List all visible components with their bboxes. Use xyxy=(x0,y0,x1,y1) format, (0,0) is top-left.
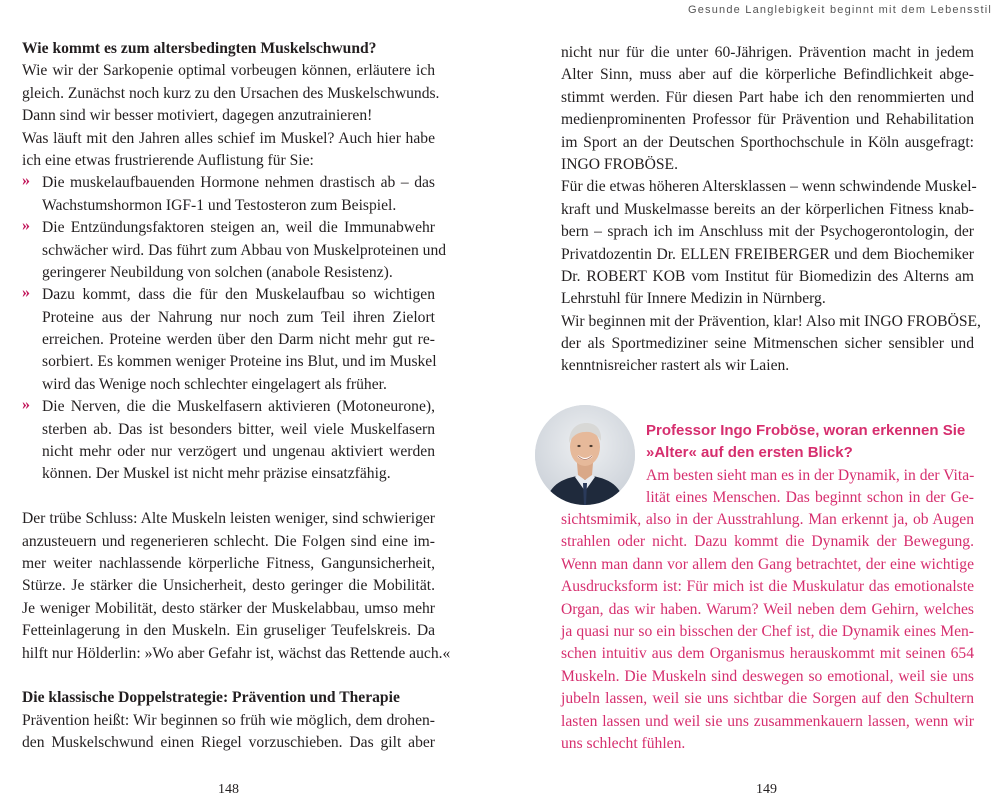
answer-line: schen intuitiv aus dem Organismus herauskommt mit seinen 654 xyxy=(561,645,974,663)
text-line: ich eine etwas frustrierende Auflistung für Sie: xyxy=(22,151,314,169)
text-line: Was läuft mit den Jahren alles schief im Muskel? Auch hier habe xyxy=(22,129,435,147)
text-line: den Muskelschwund einen Riegel vorzuschieben. Das gilt aber xyxy=(22,734,435,752)
portrait-image xyxy=(535,405,635,505)
bullet-mark: » xyxy=(22,284,30,302)
interview-question: Professor Ingo Froböse, woran erkennen Sie xyxy=(646,422,966,439)
section-heading: Die klassische Doppelstrategie: Prävention und Therapie xyxy=(22,689,400,707)
text-line: Die muskelaufbauenden Hormone nehmen drastisch ab – das xyxy=(42,174,435,192)
text-line: Prävention heißt: Wir beginnen so früh wie möglich, dem drohen- xyxy=(22,711,435,729)
text-line: INGO FROBÖSE. xyxy=(561,155,678,173)
text-line: im Sport an der Deutschen Sporthochschule in Köln ausgefragt: xyxy=(561,133,974,151)
text-line: Wir beginnen mit der Prävention, klar! Also mit INGO FROBÖSE, xyxy=(561,312,981,330)
bullet-mark: » xyxy=(22,217,30,235)
running-head: Gesunde Langlebigkeit beginnt mit dem Lebensstil xyxy=(687,4,992,16)
text-line: nicht nur für die unter 60-Jährigen. Prävention macht in jedem xyxy=(561,44,974,61)
text-line: Alter Sinn, muss aber auf die körperliche Befindlichkeit abge- xyxy=(561,66,974,84)
bullet-list xyxy=(22,172,447,485)
text-line: kraft und Muskelmasse bereits an der körperlichen Fitness knab- xyxy=(561,200,974,218)
text-line: Proteine aus der Nahrung nur noch zum Teil ihren Zielort xyxy=(42,308,435,326)
answer-line: sichtsmimik, also in der Ausstrahlung. Man erkennt ja, ob Augen xyxy=(561,511,974,528)
text-line: wird das Wenige noch schlechter eingelagert als früher. xyxy=(42,375,387,393)
text-line: mer weiter nachlassende körperliche Fitness, Gangunsicherheit, xyxy=(22,554,435,572)
interview-answer-block xyxy=(561,509,974,755)
text-line: Lehrstuhl für Innere Medizin in Nürnberg. xyxy=(561,290,826,308)
text-line: Stürze. Je stärker die Unsicherheit, desto geringer die Mobilität. xyxy=(22,577,435,595)
text-line: schwächer wird. Das führt zum Abbau von Muskelproteinen und xyxy=(42,241,447,259)
text-line: gleich. Zunächst noch kurz zu den Ursachen des Muskelschwunds. xyxy=(22,84,440,102)
list-item xyxy=(22,172,435,217)
answer-line: Wenn man dann vor allem den Gang betrachtet, der eine wichtige xyxy=(561,555,974,573)
left-page xyxy=(22,38,451,755)
interview-question-block xyxy=(646,420,974,510)
text-line: Der trübe Schluss: Alte Muskeln leisten weniger, sind schwieriger xyxy=(22,510,435,528)
text-line: Dr. ROBERT KOB vom Institut für Biomedizin des Alterns am xyxy=(561,267,974,285)
text-line: sorbiert. Es kommen weniger Proteine ins Blut, und im Muskel xyxy=(42,353,437,371)
list-item xyxy=(22,396,435,486)
page-number: 149 xyxy=(756,782,777,797)
answer-line: Organ, das wir haben. Warum? Weil neben dem Gehirn, welches xyxy=(561,600,974,618)
strategy-paragraph xyxy=(22,710,435,755)
conclusion-paragraph xyxy=(22,508,451,665)
answer-line: Ausdrucksform ist: Für mich ist die Muskulatur das emotionalste xyxy=(561,578,974,596)
interview-question: »Alter« auf den ersten Blick? xyxy=(646,444,853,462)
section-heading: Wie kommt es zum altersbedingten Muskelschwund? xyxy=(22,40,377,57)
text-line: medienprominenten Professor für Prävention und Rehabilitation xyxy=(561,111,974,129)
text-line: hilft nur Hölderlin: »Wo aber Gefahr ist, wächst das Rettende auch.« xyxy=(22,644,451,662)
text-line: können. Der Muskel ist nicht mehr präzise einsatzfähig. xyxy=(42,465,391,483)
list-item xyxy=(22,217,447,284)
answer-line: ja quasi nur so ein bisschen der Chef ist, die Dynamik eines Men- xyxy=(561,622,974,640)
text-line: Für die etwas höheren Altersklassen – wenn schwindende Muskel- xyxy=(561,178,977,196)
bullet-mark: » xyxy=(22,172,30,190)
bullet-mark: » xyxy=(22,396,30,414)
text-line: nicht mehr oder nur verzögert und ungenau aktiviert werden xyxy=(42,443,435,461)
answer-line: Muskeln. Die Muskeln sind deswegen so emotional, weil sie uns xyxy=(561,667,974,685)
text-line: Privatdozentin Dr. ELLEN FREIBERGER und dem Biochemiker xyxy=(561,245,974,263)
text-line: Dann sind wir besser motiviert, dagegen anzutrainieren! xyxy=(22,107,373,125)
text-line: bern – sprach ich im Anschluss mit der Psychogerontologin, der xyxy=(561,223,974,241)
text-line: Wachstumshormon IGF-1 und Testosteron zum Beispiel. xyxy=(42,196,397,214)
text-line: geringerer Neubildung von solchen (anabole Resistenz). xyxy=(42,263,393,281)
text-line: Je weniger Mobilität, desto stärker der Muskelabbau, umso mehr xyxy=(22,599,435,617)
text-line: Fetteinlagerung in den Muskeln. Ein gruseliger Teufelskreis. Da xyxy=(22,622,435,640)
page-number: 148 xyxy=(218,782,239,797)
text-line: sterben ab. Das ist besonders bitter, weil viele Muskelfasern xyxy=(42,420,435,438)
answer-line: jubeln lassen, weil sie uns sichtbar die Sorgen auf den Schultern xyxy=(561,690,974,708)
answer-line: lität eines Menschen. Das beginnt schon in der Ge- xyxy=(646,489,974,507)
text-line: kenntnisreicher rastert als wir Laien. xyxy=(561,357,790,375)
text-line: der als Sportmediziner seine Mitmenschen sicher sensibler und xyxy=(561,335,974,353)
interviewee-portrait xyxy=(535,405,635,505)
right-page xyxy=(561,42,981,378)
answer-line: Am besten sieht man es in der Dynamik, in der Vita- xyxy=(646,466,975,484)
text-line: Die Entzündungsfaktoren steigen an, weil die Immunabwehr xyxy=(42,219,435,237)
answer-line: uns schlecht fühlen. xyxy=(561,734,686,752)
text-line: Wie wir der Sarkopenie optimal vorbeugen können, erläutere ich xyxy=(22,62,435,80)
answer-line: lasten lassen und weil sie uns zusammenkauern lassen, wenn wir xyxy=(561,712,974,730)
text-line: stimmt werden. Für diesen Part habe ich den renommierten und xyxy=(561,88,974,106)
text-line: anzusteuern und regenerieren schlecht. Die Folgen sind eine im- xyxy=(22,532,435,550)
text-line: erreichen. Proteine werden über den Darm nicht mehr gut re- xyxy=(42,331,435,349)
intro-paragraph xyxy=(22,60,440,172)
text-line: Die Nerven, die die Muskelfasern aktivieren (Motoneurone), xyxy=(42,398,435,416)
list-item xyxy=(22,284,435,396)
text-line: Dazu kommt, dass die für den Muskelaufbau so wichtigen xyxy=(42,286,435,304)
answer-line: strahlen oder nicht. Dazu kommt die Dynamik der Bewegung. xyxy=(561,533,974,551)
